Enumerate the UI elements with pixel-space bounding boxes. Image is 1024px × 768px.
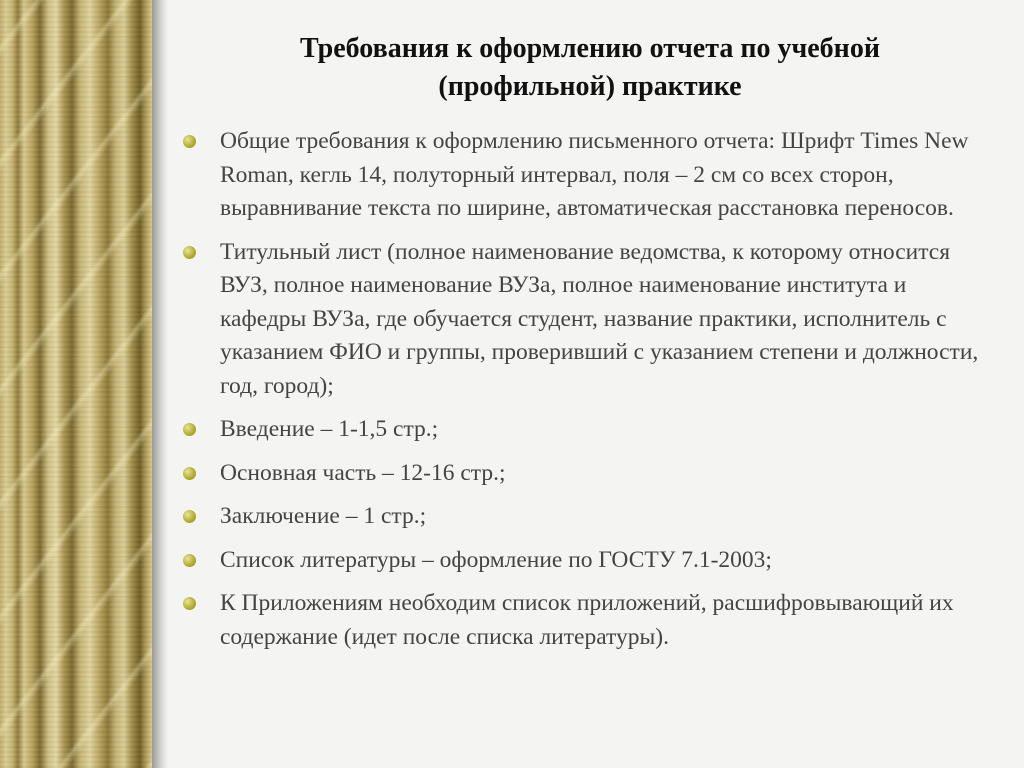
slide-title-line-1: Требования к оформлению отчета по учебной: [300, 33, 880, 64]
olive-circle-bullet-icon: [183, 423, 196, 436]
list-item-text: Введение – 1-1,5 стр.;: [220, 416, 439, 442]
olive-circle-bullet-icon: [183, 597, 196, 610]
band-shadow: [152, 0, 168, 768]
olive-circle-bullet-icon: [183, 510, 196, 523]
list-item-text: К Приложениям необходим список приложений, расшифровывающий их содержание (идет после списка литературы).: [220, 590, 954, 650]
olive-circle-bullet-icon: [183, 135, 196, 148]
slide-title-line-2: (профильной) практике: [438, 71, 742, 102]
list-item-appendices: [183, 587, 993, 654]
list-item-general-requirements: [183, 125, 993, 226]
olive-circle-bullet-icon: [183, 467, 196, 480]
olive-circle-bullet-icon: [183, 246, 196, 259]
list-item-conclusion: [183, 500, 993, 534]
list-item-text: Основная часть – 12-16 стр.;: [220, 459, 506, 486]
list-item-title-page: [183, 236, 993, 404]
list-item-references: [183, 544, 993, 578]
slide-title: [180, 30, 1000, 106]
list-item-text: Общие требования к оформлению письменного отчета: Шрифт Times New Roman, кегль 14, полуторный интервал, поля – 2 см со всех сторон, выравнивание текста по ширине, автоматическая расстановка переносов.: [220, 128, 969, 221]
decorative-gold-band: [0, 0, 152, 768]
list-item-main-part: [183, 457, 993, 491]
olive-circle-bullet-icon: [183, 554, 196, 567]
list-item-text: Список литературы – оформление по ГОСТУ 7.1-2003;: [220, 546, 772, 573]
list-item-text: Титульный лист (полное наименование ведомства, к которому относится ВУЗ, полное наименование ВУЗа, полное наименование института и кафедры ВУЗа, где обучается студент, название практики, исполнитель с указанием ФИО и группы, проверивший с указанием степени и должности, год, город);: [220, 238, 979, 399]
requirements-list: [183, 125, 993, 664]
list-item-text: Заключение – 1 стр.;: [220, 503, 427, 529]
list-item-introduction: [183, 413, 993, 447]
